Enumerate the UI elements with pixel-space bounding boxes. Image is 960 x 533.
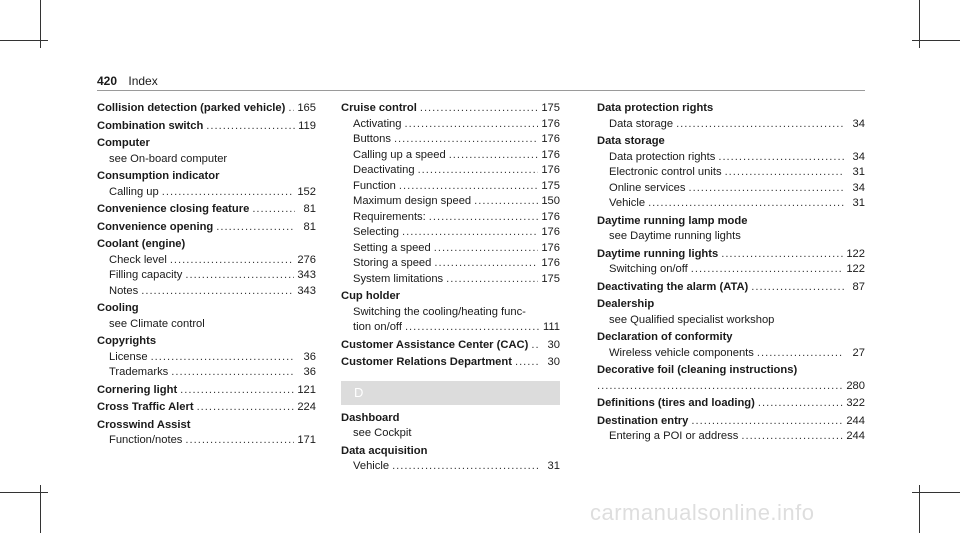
index-heading-row[interactable]: Customer Relations Department ..... 30: [341, 355, 560, 371]
index-subentry-text[interactable]: see Daytime running lights: [609, 230, 741, 242]
index-entry-cac: [341, 338, 560, 354]
leader-dots: [597, 379, 843, 395]
index-subentry-row[interactable]: Setting a speed ..... 176: [341, 241, 560, 257]
leader-dots: [418, 163, 539, 179]
index-heading-row[interactable]: Daytime running lights ..... 122: [597, 247, 865, 263]
leader-dots: [141, 284, 294, 300]
leader-dots: [402, 225, 538, 241]
index-subentry-row[interactable]: Vehicle ..... 31: [341, 459, 560, 475]
index-subentry-row[interactable]: Data storage ..... 34: [597, 117, 865, 133]
index-heading-row[interactable]: Collision detection (parked vehicle) ..... 165: [97, 101, 316, 117]
index-heading: Cup holder: [341, 290, 401, 302]
index-entry: [97, 202, 316, 218]
leader-dots: [688, 181, 844, 197]
index-entry: [97, 383, 316, 399]
leader-dots: [392, 459, 539, 475]
index-subentry-row[interactable]: License ..... 36: [97, 350, 316, 366]
leader-dots: [725, 165, 844, 181]
leader-dots: [691, 414, 843, 430]
crop-mark: [912, 40, 960, 41]
index-subentry-row[interactable]: System limitations ..... 175: [341, 272, 560, 288]
index-heading-row[interactable]: Combination switch ..... 119: [97, 119, 316, 135]
leader-dots: [405, 117, 539, 133]
index-heading-row[interactable]: ..... 280: [597, 379, 865, 395]
index-column-3: [597, 101, 865, 447]
leader-dots: [515, 355, 539, 371]
index-entry-destination: [597, 414, 865, 445]
leader-dots: [676, 117, 844, 133]
leader-dots: [691, 262, 844, 278]
index-heading-row[interactable]: Cornering light ..... 121: [97, 383, 316, 399]
index-heading-row[interactable]: Crosswind Assist: [97, 418, 191, 431]
index-subentry-row[interactable]: see Climate control: [109, 317, 205, 330]
leader-dots: [252, 202, 295, 218]
leader-dots: [434, 256, 538, 272]
index-subentry-row[interactable]: Calling up ..... 152: [97, 185, 316, 201]
index-subentry-row[interactable]: tion on/off ..... 111: [341, 320, 560, 336]
page-title: Index: [128, 74, 158, 88]
leader-dots: [185, 433, 294, 449]
index-entry: [97, 301, 316, 332]
index-subentry-row[interactable]: Deactivating ..... 176: [341, 163, 560, 179]
index-entry-ata: [597, 280, 865, 296]
leader-dots: [216, 220, 295, 236]
index-heading-row[interactable]: Destination entry ..... 244: [597, 414, 865, 430]
index-entry: [97, 237, 316, 299]
leader-dots: [721, 247, 843, 263]
index-subentry-row[interactable]: Electronic control units ..... 31: [597, 165, 865, 181]
index-entry-data-storage: [597, 134, 865, 212]
header-divider: [97, 90, 865, 91]
index-heading: Decorative foil (cleaning instructions): [597, 364, 798, 376]
leader-dots: [171, 365, 295, 381]
index-heading: Dashboard: [341, 411, 400, 424]
index-entry: [97, 136, 316, 167]
watermark: carmanualsonline.info: [590, 500, 815, 525]
leader-dots: [446, 272, 538, 288]
crop-mark: [0, 40, 48, 41]
index-subentry-row[interactable]: Vehicle ..... 31: [597, 196, 865, 212]
index-subentry-row[interactable]: Notes ..... 343: [97, 284, 316, 300]
index-subentry-row[interactable]: Data protection rights ..... 34: [597, 150, 865, 166]
leader-dots: [180, 383, 294, 399]
leader-dots: [185, 268, 294, 284]
index-heading-row[interactable]: Convenience closing feature ..... 81: [97, 202, 316, 218]
crop-mark: [0, 492, 48, 493]
index-heading-row[interactable]: Coolant (engine): [97, 238, 186, 250]
leader-dots: [434, 241, 539, 257]
index-subentry-row[interactable]: Switching on/off ..... 122: [597, 262, 865, 278]
crop-mark: [912, 492, 960, 493]
index-heading: Declaration of conformity: [597, 331, 733, 343]
index-entry-cup-holder: [341, 289, 560, 336]
index-heading: Data storage: [597, 135, 665, 147]
leader-dots: [206, 119, 295, 135]
index-entry: [97, 334, 316, 381]
index-entry-conformity: [597, 330, 865, 361]
index-subentry-row[interactable]: Maximum design speed ..... 150: [341, 194, 560, 210]
index-heading: Daytime running lamp mode: [597, 214, 748, 227]
index-subentry-text[interactable]: see Qualified specialist workshop: [609, 313, 775, 326]
leader-dots: [151, 350, 295, 366]
index-subentry-row[interactable]: Online services ..... 34: [597, 181, 865, 197]
index-entry-dealership: [597, 297, 865, 328]
index-column-1: [97, 101, 316, 451]
index-subentry-text[interactable]: see Cockpit: [353, 427, 412, 439]
index-subentry-row[interactable]: Selecting ..... 176: [341, 225, 560, 241]
index-entry: [97, 101, 316, 117]
index-subentry-row[interactable]: Wireless vehicle components ..... 27: [597, 346, 865, 362]
leader-dots: [531, 338, 539, 354]
leader-dots: [399, 179, 538, 195]
index-column-2: [341, 101, 560, 477]
index-entry: [97, 169, 316, 200]
section-letter-bar: [341, 381, 560, 405]
index-heading-row[interactable]: Cruise control ..... 175: [341, 101, 560, 117]
leader-dots: [757, 346, 844, 362]
index-subentry-row[interactable]: Calling up a speed ..... 176: [341, 148, 560, 164]
leader-dots: [474, 194, 538, 210]
index-entry-drl: [597, 247, 865, 278]
index-subentry-row[interactable]: see On-board computer: [109, 152, 228, 165]
page-number: 420: [97, 74, 118, 88]
index-heading-row[interactable]: Copyrights: [97, 335, 157, 347]
index-subentry-row[interactable]: Entering a POI or address ..... 244: [597, 429, 865, 445]
index-entry-dashboard: [341, 411, 560, 442]
leader-dots: [751, 280, 844, 296]
leader-dots: [420, 101, 538, 117]
index-subentry-row[interactable]: Activating ..... 176: [341, 117, 560, 133]
leader-dots: [429, 210, 539, 226]
page-header: [97, 74, 158, 88]
leader-dots: [758, 396, 843, 412]
leader-dots: [648, 196, 844, 212]
leader-dots: [197, 400, 295, 416]
index-entry-data-acquisition: [341, 444, 560, 475]
index-subentry-row[interactable]: Storing a speed ..... 176: [341, 256, 560, 272]
index-subentry-row[interactable]: Function/notes ..... 171: [97, 433, 316, 449]
section-letter: D: [354, 385, 364, 400]
index-heading-row[interactable]: Deactivating the alarm (ATA) ..... 87: [597, 280, 865, 296]
leader-dots: [741, 429, 843, 445]
index-heading-row[interactable]: Customer Assistance Center (CAC) ..... 30: [341, 338, 560, 354]
leader-dots: [449, 148, 539, 164]
leader-dots: [405, 320, 539, 336]
index-heading-row[interactable]: Consumption indicator: [97, 170, 220, 182]
index-subentry-text: Switching the cooling/heating func-: [353, 305, 526, 318]
index-subentry-row[interactable]: Trademarks ..... 36: [97, 365, 316, 381]
index-heading-row[interactable]: Computer: [97, 137, 150, 149]
index-heading: Data protection rights: [597, 102, 714, 114]
index-entry-drl-mode: [597, 214, 865, 245]
index-subentry-row[interactable]: Filling capacity ..... 343: [97, 268, 316, 284]
index-subentry-row[interactable]: Function ..... 175: [341, 179, 560, 195]
index-heading: Data acquisition: [341, 444, 428, 457]
index-heading-row[interactable]: Cooling: [97, 302, 139, 314]
index-entry-decorative-foil: [597, 363, 865, 394]
index-heading-row[interactable]: Cross Traffic Alert ..... 224: [97, 400, 316, 416]
index-entry: [97, 220, 316, 236]
index-heading-row[interactable]: Definitions (tires and loading) ..... 322: [597, 396, 865, 412]
leader-dots: [288, 101, 294, 117]
index-heading-row[interactable]: Convenience opening ..... 81: [97, 220, 316, 236]
index-entry: [97, 418, 316, 449]
index-subentry-row[interactable]: Check level ..... 276: [97, 253, 316, 269]
index-subentry-row[interactable]: Buttons ..... 176: [341, 132, 560, 148]
index-entry-definitions: [597, 396, 865, 412]
index-heading: Dealership: [597, 298, 655, 310]
index-entry: [97, 119, 316, 135]
leader-dots: [718, 150, 844, 166]
index-entry-cruise-control: [341, 101, 560, 287]
index-entry-crd: [341, 355, 560, 371]
leader-dots: [162, 185, 295, 201]
leader-dots: [394, 132, 538, 148]
index-entry-data-protection: [597, 101, 865, 132]
index-entry: [97, 400, 316, 416]
index-subentry-row[interactable]: Requirements: ..... 176: [341, 210, 560, 226]
leader-dots: [170, 253, 295, 269]
